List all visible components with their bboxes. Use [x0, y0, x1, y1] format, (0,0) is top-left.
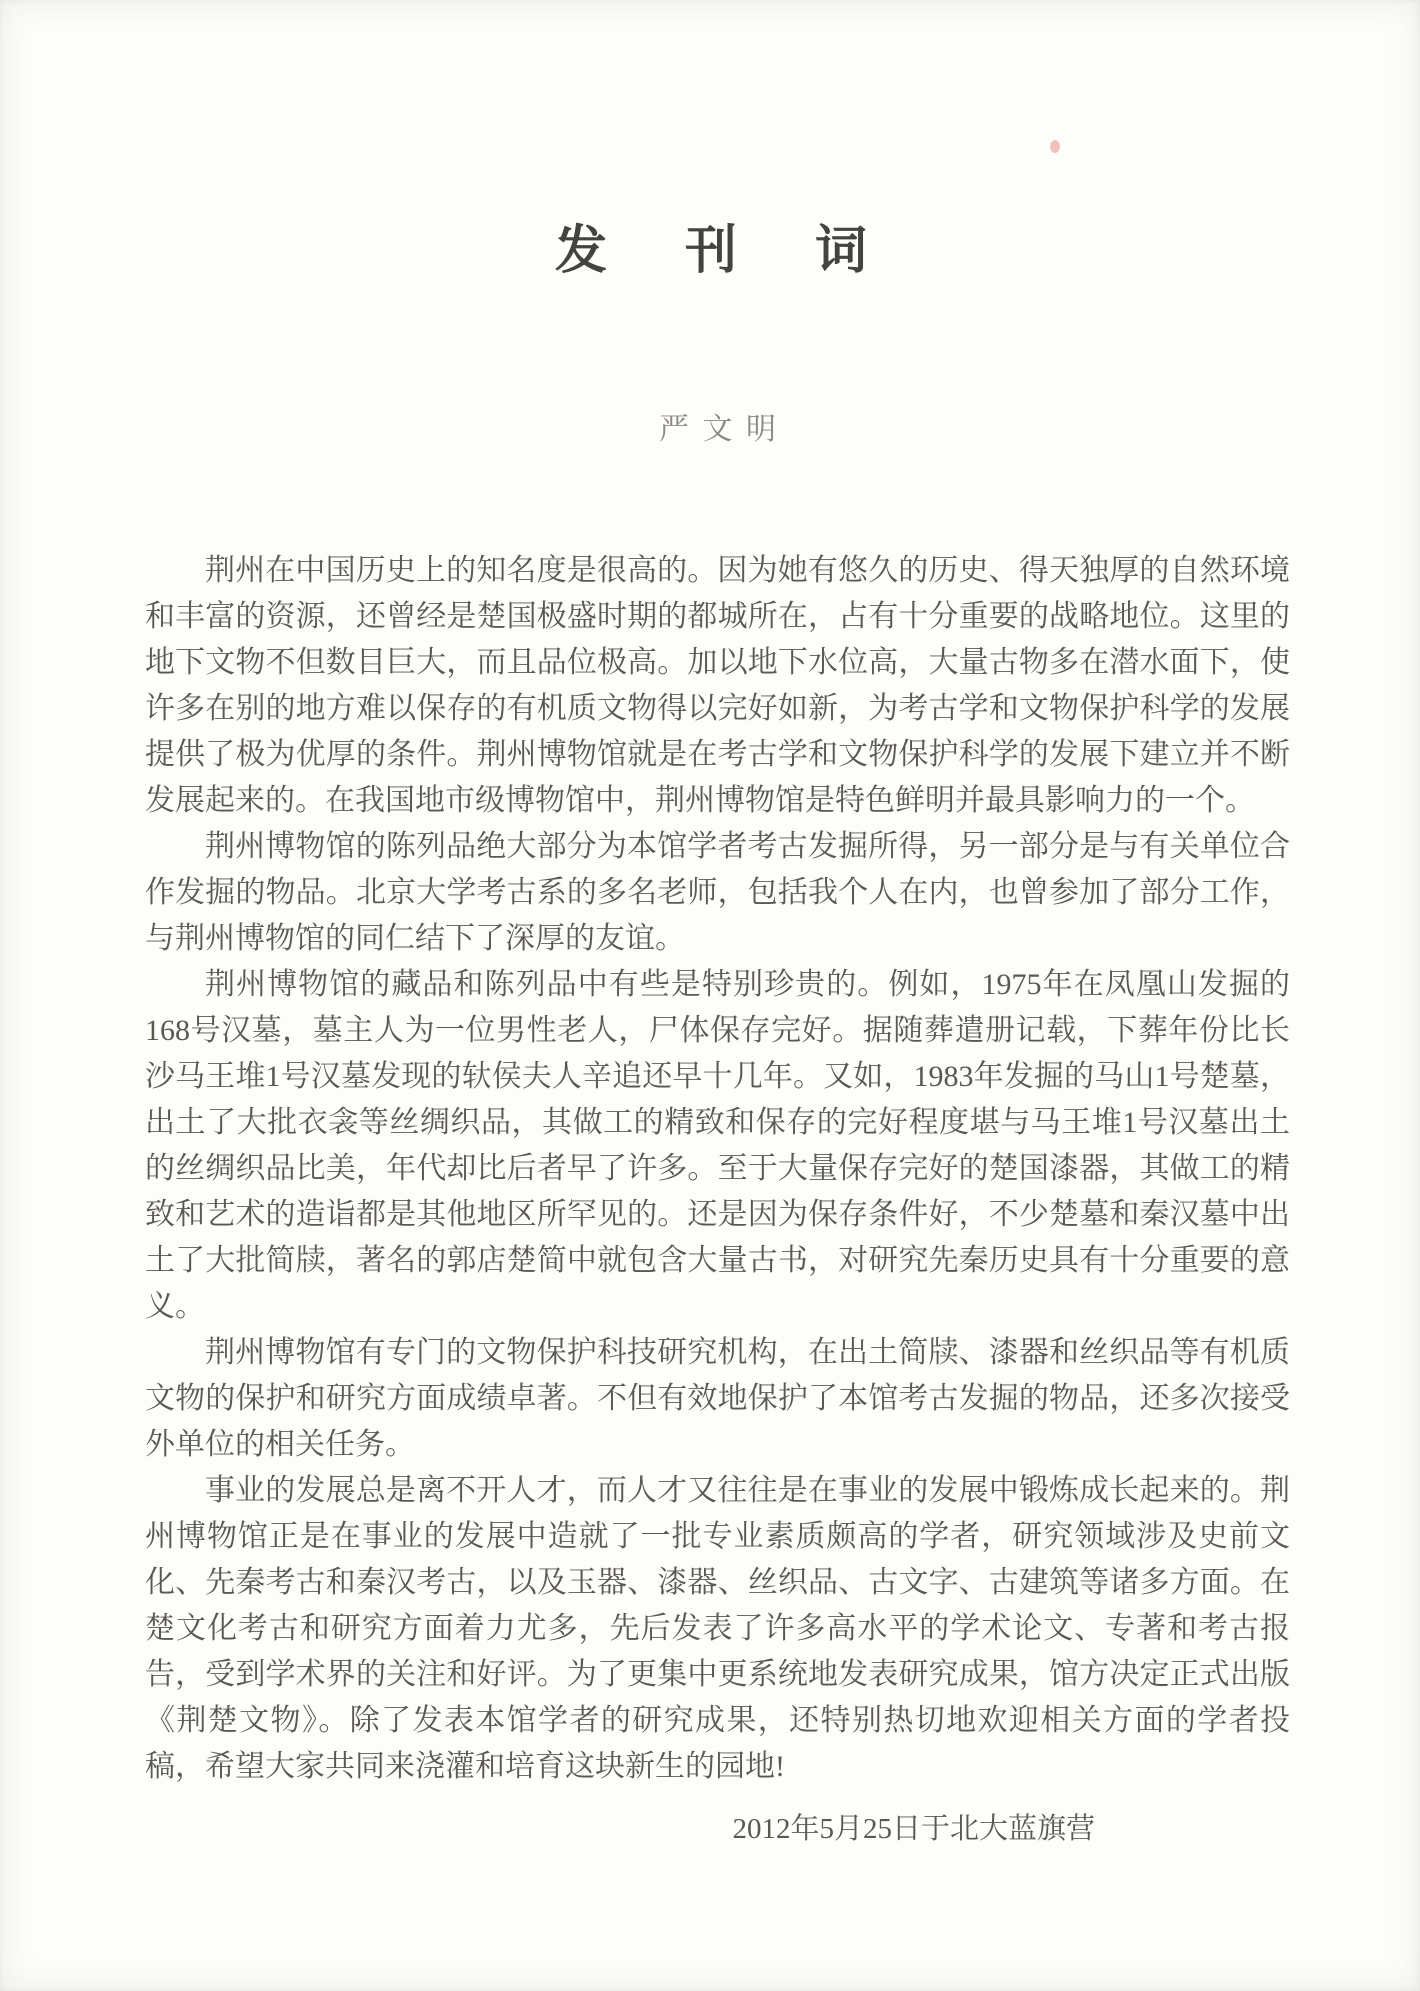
scan-speck [1050, 140, 1060, 153]
paragraph-5: 事业的发展总是离不开人才，而人才又往往是在事业的发展中锻炼成长起来的。荆州博物馆正是在事业的发展中造就了一批专业素质颇高的学者，研究领域涉及史前文化、先秦考古和秦汉考古，以及玉器、漆器、丝织品、古文字、古建筑等诸多方面。在楚文化考古和研究方面着力尤多，先后发表了许多高水平的学术论文、专著和考古报告，受到学术界的关注和好评。为了更集中更系统地发表研究成果，馆方决定正式出版《荆楚文物》。除了发表本馆学者的研究成果，还特别热切地欢迎相关方面的学者投稿，希望大家共同来浇灌和培育这块新生的园地! [145, 1473, 1290, 1783]
author-name: 严文明 [659, 412, 790, 446]
page-title: 发 刊 词 [554, 223, 880, 280]
paragraph-4: 荆州博物馆有专门的文物保护科技研究机构，在出土简牍、漆器和丝织品等有机质文物的保护和研究方面成绩卓著。不但有效地保护了本馆考古发掘的物品，还多次接受外单位的相关任务。 [145, 1335, 1290, 1461]
paragraph-1: 荆州在中国历史上的知名度是很高的。因为她有悠久的历史、得天独厚的自然环境和丰富的资源，还曾经是楚国极盛时期的都城所在，占有十分重要的战略地位。这里的地下文物不但数目巨大，而且品位极高。加以地下水位高，大量古物多在潜水面下，使许多在别的地方难以保存的有机质文物得以完好如新，为考古学和文物保护科学的发展提供了极为优厚的条件。荆州博物馆就是在考古学和文物保护科学的发展下建立并不断发展起来的。在我国地市级博物馆中，荆州博物馆是特色鲜明并最具影响力的一个。 [145, 553, 1290, 817]
article-body [145, 548, 1290, 1790]
dateline: 2012年5月25日于北大蓝旗营 [732, 1812, 1095, 1845]
paragraph-3: 荆州博物馆的藏品和陈列品中有些是特别珍贵的。例如，1975年在凤凰山发掘的168号汉墓，墓主人为一位男性老人，尸体保存完好。据随葬遣册记载，下葬年份比长沙马王堆1号汉墓发现的轪侯夫人辛追还早十几年。又如，1983年发掘的马山1号楚墓，出土了大批衣衾等丝绸织品，其做工的精致和保存的完好程度堪与马王堆1号汉墓出土的丝绸织品比美，年代却比后者早了许多。至于大量保存完好的楚国漆器，其做工的精致和艺术的造诣都是其他地区所罕见的。还是因为保存条件好，不少楚墓和秦汉墓中出土了大批简牍，著名的郭店楚简中就包含大量古书，对研究先秦历史具有十分重要的意义。 [145, 967, 1290, 1323]
paragraph-2: 荆州博物馆的陈列品绝大部分为本馆学者考古发掘所得，另一部分是与有关单位合作发掘的物品。北京大学考古系的多名老师，包括我个人在内，也曾参加了部分工作，与荆州博物馆的同仁结下了深厚的友谊。 [145, 829, 1290, 955]
